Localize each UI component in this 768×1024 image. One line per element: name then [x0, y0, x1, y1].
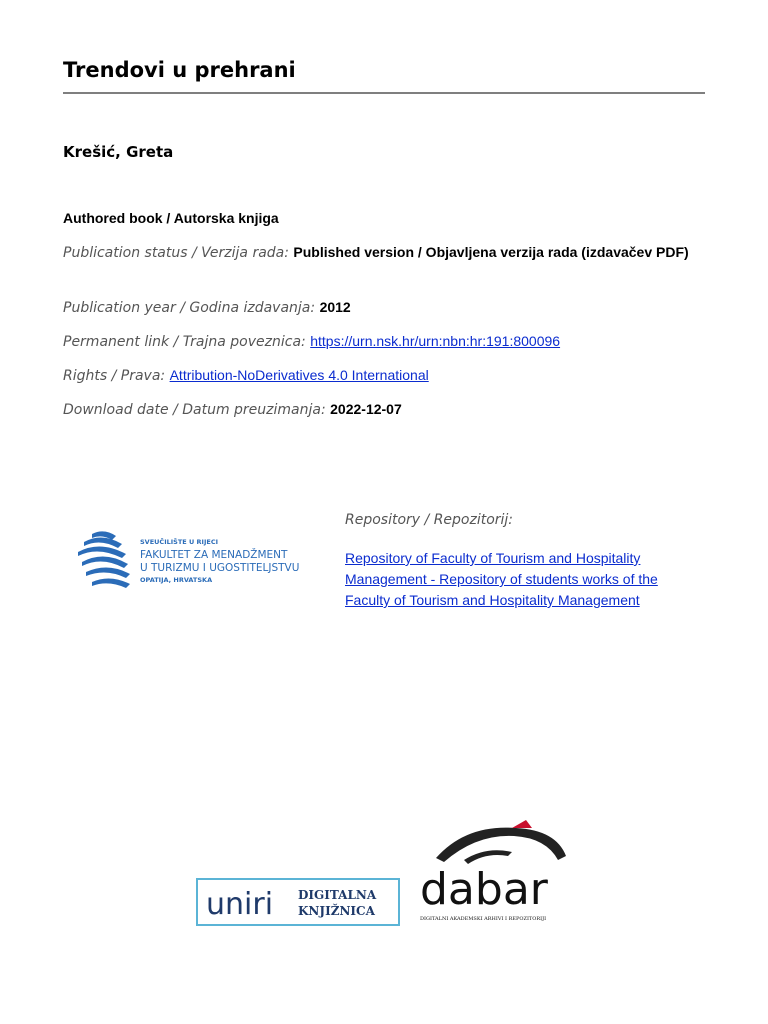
faculty-logo-line1: SVEUČILIŠTE U RIJECI [140, 538, 219, 546]
uniri-digital-library-icon [196, 878, 400, 926]
permanent-link-row [63, 332, 703, 352]
publication-status-row [63, 243, 703, 263]
dabar-logo [416, 818, 576, 924]
rights-label: Rights / Prava: [63, 368, 166, 384]
faculty-logo-line4: OPATIJA, HRVATSKA [140, 576, 213, 584]
dabar-tagline: DIGITALNI AKADEMSKI ARHIVI I REPOZITORIJI [420, 916, 547, 922]
document-title: Trendovi u prehrani [63, 58, 296, 82]
rights-row [63, 366, 703, 386]
faculty-logo [74, 522, 304, 594]
permanent-link[interactable]: https://urn.nsk.hr/urn:nbn:hr:191:800096 [310, 333, 561, 349]
uniri-logo [196, 878, 400, 926]
faculty-logo-line3: U TURIZMU I UGOSTITELJSTVU [140, 562, 300, 574]
faculty-emblem-icon [74, 522, 304, 594]
dabar-mark: dabar [420, 864, 548, 915]
rights-link[interactable]: Attribution-NoDerivatives 4.0 International [169, 367, 429, 383]
download-date-row [63, 400, 703, 420]
publication-year-value: 2012 [319, 299, 351, 315]
author-name: Krešić, Greta [63, 143, 174, 161]
uniri-line1: DIGITALNA [298, 888, 377, 902]
download-date-label: Download date / Datum preuzimanja: [63, 402, 326, 418]
publication-year-label: Publication year / Godina izdavanja: [63, 300, 316, 316]
permanent-link-label: Permanent link / Trajna poveznica: [63, 334, 306, 350]
publication-status-value: Published version / Objavljena verzija rada (izdavačev PDF) [293, 244, 689, 260]
repository-link[interactable]: Repository of Faculty of Tourism and Hospitality Management - Repository of students works of the Faculty of Tourism and Hospitality Management [345, 550, 658, 608]
repository-label: Repository / Repozitorij: [345, 512, 514, 528]
publication-status-label: Publication status / Verzija rada: [63, 245, 289, 261]
work-type: Authored book / Autorska knjiga [63, 210, 279, 226]
title-divider [63, 92, 705, 94]
faculty-logo-line2: FAKULTET ZA MENADŽMENT [140, 549, 288, 561]
download-date-value: 2022-12-07 [330, 401, 402, 417]
uniri-mark: uniri [206, 887, 274, 922]
publication-year-row [63, 298, 703, 318]
uniri-line2: KNJIŽNICA [298, 904, 375, 918]
dabar-beaver-icon [416, 818, 576, 924]
